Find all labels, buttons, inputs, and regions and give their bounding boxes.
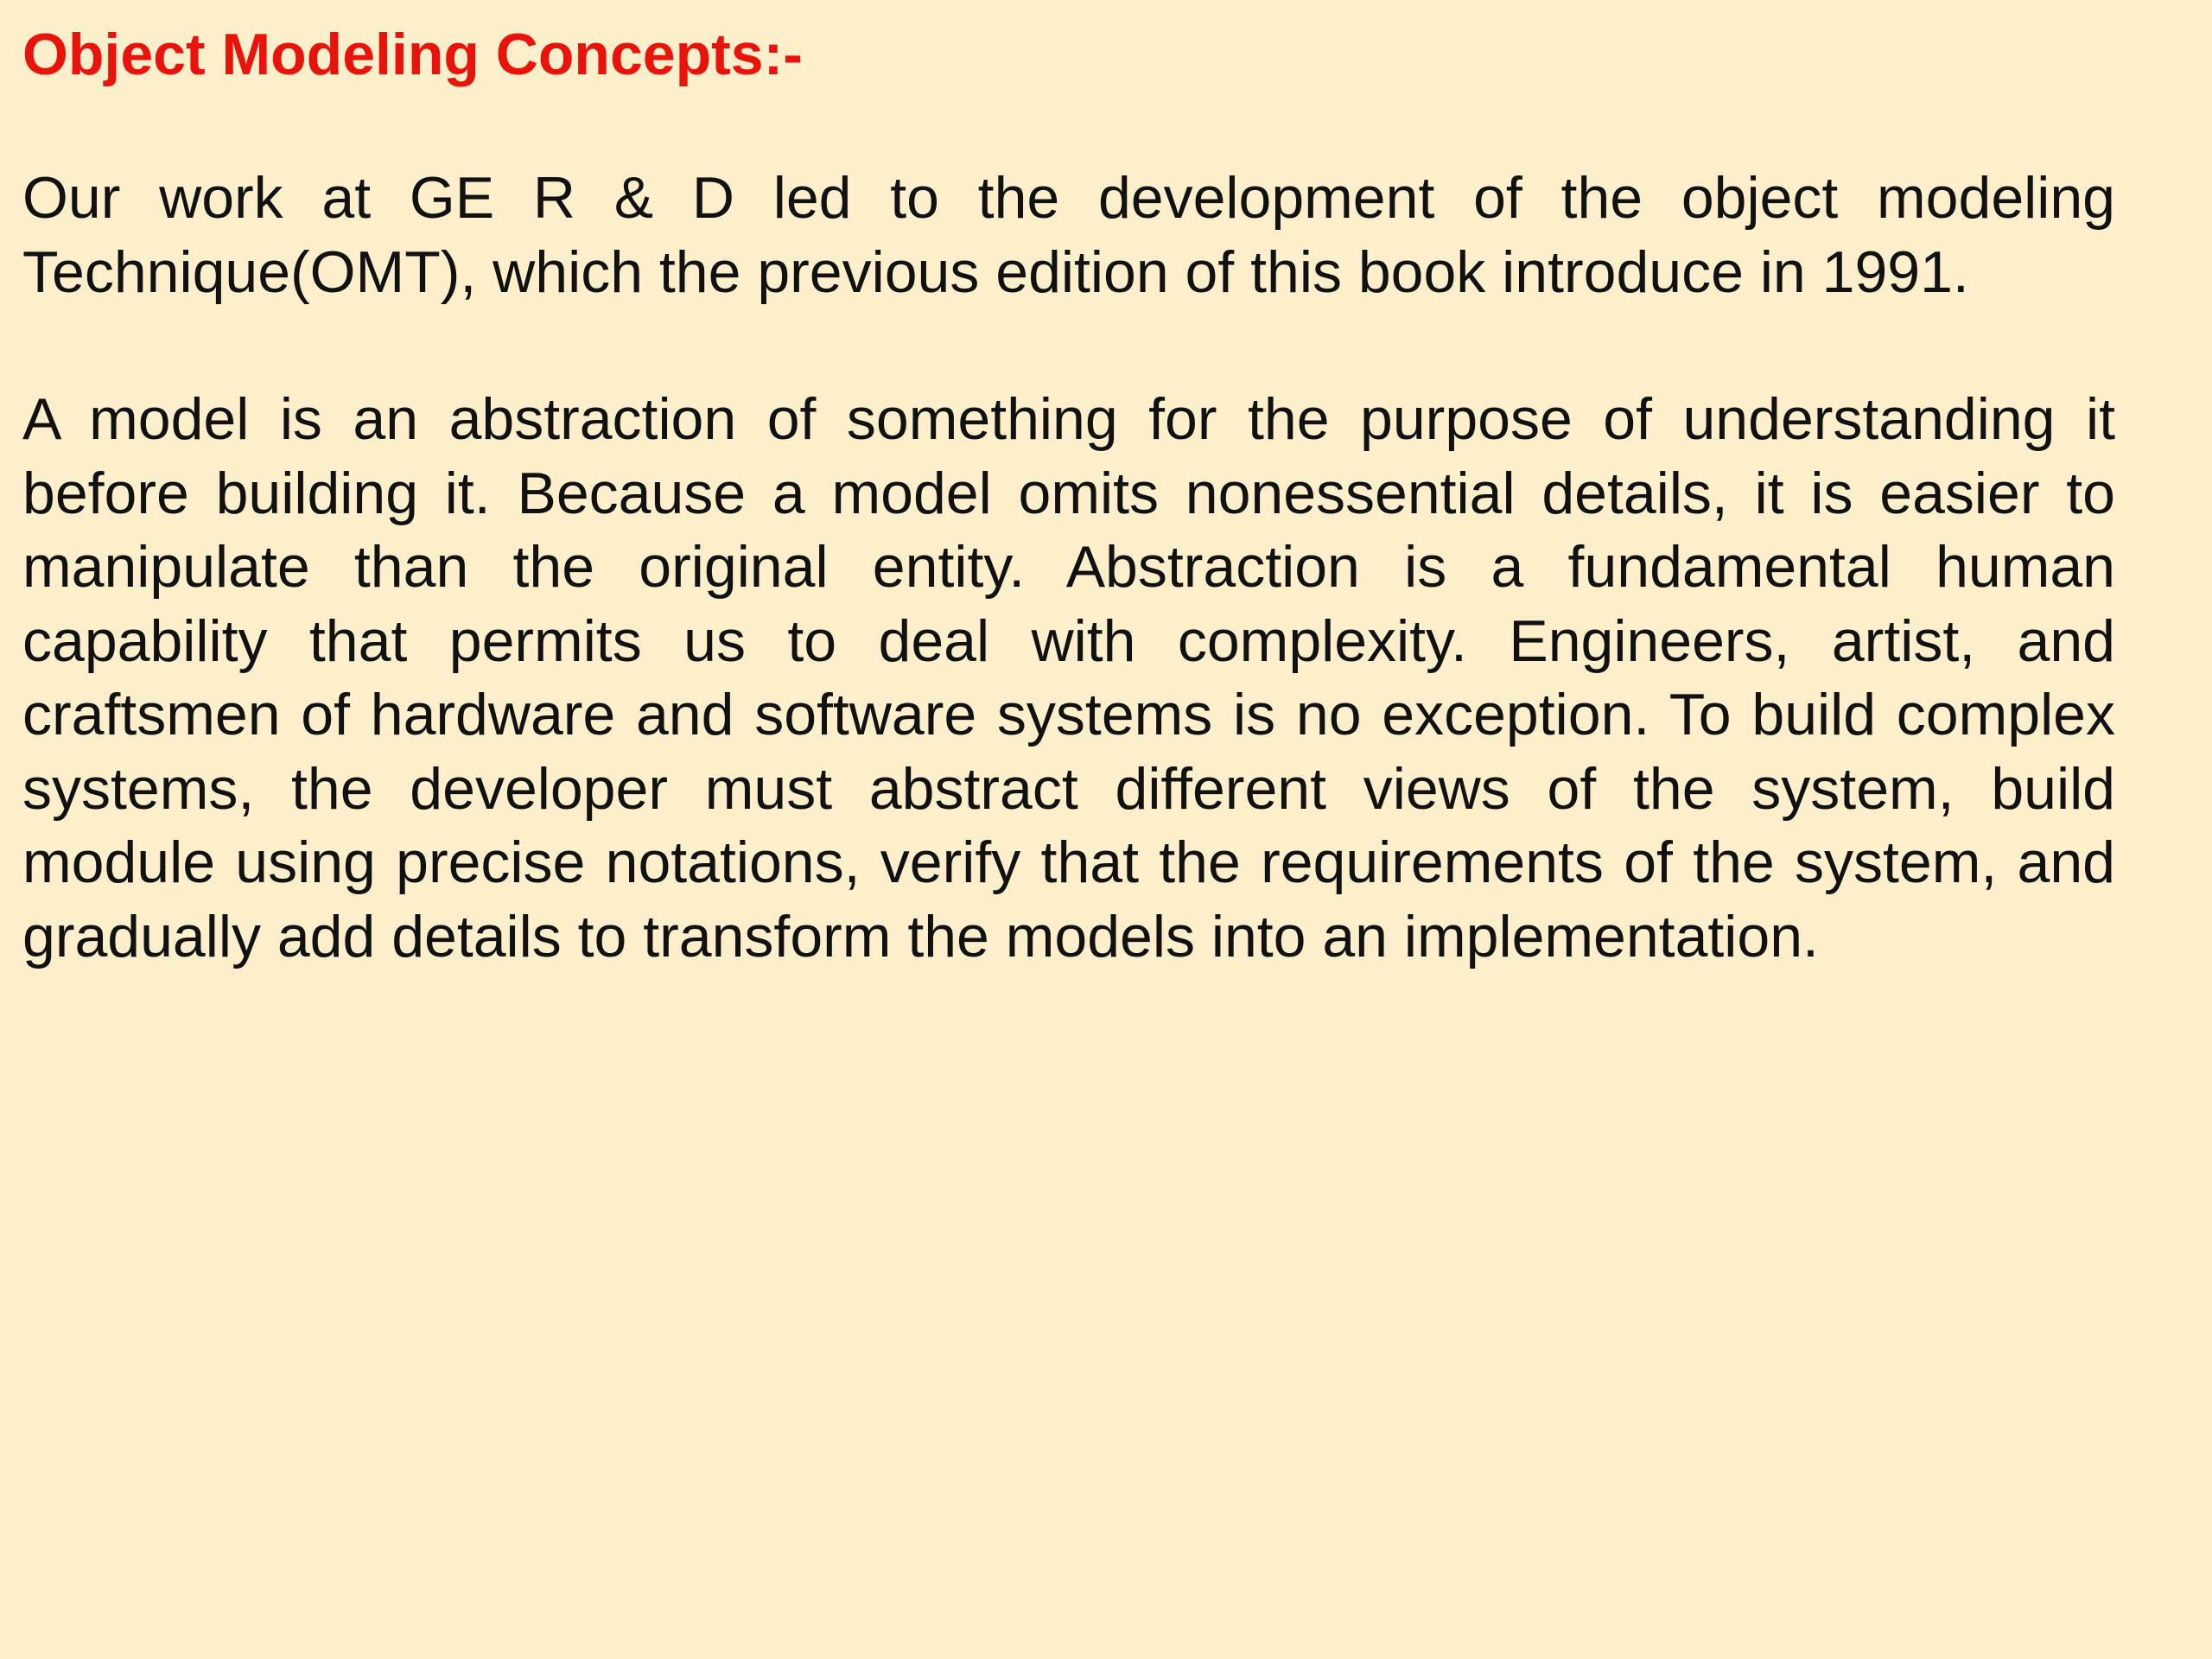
paragraph-omt-history: Our work at GE R & D led to the development of the object modeling Technique(OMT), which the previous edition of this book introduce in 1991. [22,165,2115,305]
slide-title: Object Modeling Concepts:- [22,22,803,87]
paragraph-model-definition: A model is an abstraction of something for the purpose of understanding it before building it. Because a model omits nonessential details, it is easier to manipulate than the original entity. Abstraction is a fundamental human capability that permits us to deal with complexity. Engineers, artist, and craftsmen of hardware and software systems is no exception. To build complex systems, the developer must abstract different views of the system, build module using precise notations, verify that the requirements of the system, and gradually add details to transform the models into an implementation. [22,386,2115,969]
slide-body [22,162,2115,974]
